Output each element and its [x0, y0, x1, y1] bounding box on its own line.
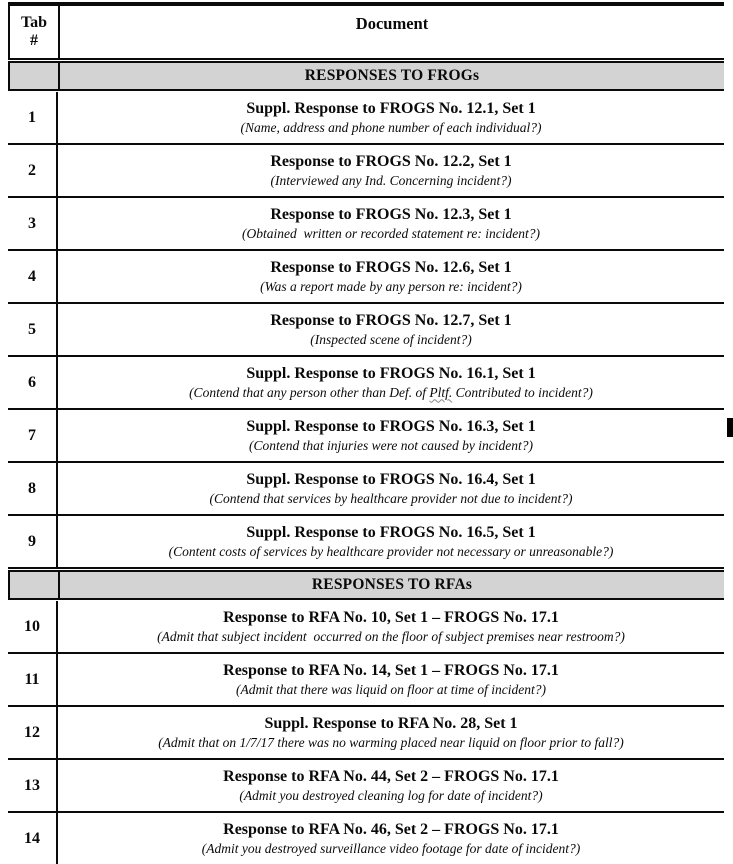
subtitle-text: Contributed to incident?) [452, 384, 593, 400]
table-row [8, 92, 724, 145]
table-row [8, 601, 724, 654]
document-title: Suppl. Response to FROGS No. 16.4, Set 1 [246, 470, 536, 488]
document-subtitle [202, 840, 581, 858]
document-subtitle [239, 787, 542, 805]
column-header-tab-line2: # [30, 32, 38, 49]
document-subtitle [249, 437, 533, 455]
document-cell [58, 463, 724, 514]
subtitle-text: (Content costs of services by healthcare provider not necessary or unreasonable?) [168, 543, 614, 559]
tab-number: 9 [8, 516, 58, 567]
section-header-title: RESPONSES TO FROGs [304, 67, 480, 84]
document-subtitle [169, 543, 614, 561]
document-title: Suppl. Response to FROGS No. 16.5, Set 1 [246, 523, 536, 541]
table-row [8, 760, 724, 813]
document-cell [58, 654, 724, 705]
table-row [8, 410, 724, 463]
table-row [8, 357, 724, 410]
table-row [8, 251, 724, 304]
document-title: Response to FROGS No. 12.6, Set 1 [270, 258, 512, 276]
document-cell [58, 813, 724, 864]
subtitle-text: (Admit that on 1/7/17 there was no warming placed near liquid on floor prior to fall?) [158, 734, 624, 750]
subtitle-text: (Was a report made by any person re: incident?) [260, 278, 522, 294]
tab-number: 5 [8, 304, 58, 355]
document-cell [58, 760, 724, 811]
document-subtitle [270, 172, 511, 190]
document-subtitle [310, 331, 472, 349]
document-title: Response to RFA No. 46, Set 2 – FROGS No. 17.1 [223, 820, 559, 838]
document-subtitle [189, 384, 593, 402]
table-row [8, 654, 724, 707]
subtitle-text: (Interviewed any Ind. Concerning incident?) [270, 172, 512, 188]
subtitle-text: (Name, address and phone number of each individual?) [240, 119, 542, 135]
tab-number: 10 [8, 601, 58, 652]
table-row [8, 198, 724, 251]
document-subtitle [241, 119, 542, 137]
section-header-title: RESPONSES TO RFAs [311, 576, 473, 593]
document-title: Response to FROGS No. 12.7, Set 1 [270, 311, 512, 329]
document-title: Response to FROGS No. 12.2, Set 1 [270, 152, 512, 170]
column-header-document-label: Document [355, 14, 429, 33]
tab-number: 7 [8, 410, 58, 461]
subtitle-text: (Contend that injuries were not caused by incident?) [248, 437, 534, 453]
tab-number: 12 [8, 707, 58, 758]
document-cell [58, 198, 724, 249]
section-header-row [8, 61, 724, 91]
subtitle-text: (Contend that any person other than Def. of [189, 384, 430, 400]
tab-number: 4 [8, 251, 58, 302]
tab-number: 6 [8, 357, 58, 408]
section-header-tab-cell [10, 572, 60, 598]
exhibit-index-table [8, 2, 724, 864]
document-title: Response to RFA No. 10, Set 1 – FROGS No. 17.1 [223, 608, 559, 626]
column-header-document [60, 6, 724, 58]
subtitle-text: (Admit that there was liquid on floor at time of incident?) [236, 681, 546, 697]
table-body [8, 61, 724, 864]
table-row [8, 463, 724, 516]
subtitle-text: (Admit you destroyed cleaning log for date of incident?) [239, 787, 543, 803]
document-cell [58, 251, 724, 302]
document-cell [58, 304, 724, 355]
section-header-row [8, 570, 724, 600]
document-title: Response to RFA No. 14, Set 1 – FROGS No. 17.1 [223, 661, 559, 679]
tab-number: 14 [8, 813, 58, 864]
document-cell [58, 601, 724, 652]
document-cell [58, 410, 724, 461]
document-cell [58, 92, 724, 143]
subtitle-text: (Admit you destroyed surveillance video footage for date of incident?) [201, 840, 581, 856]
document-cell [58, 516, 724, 567]
edge-artifact [727, 418, 733, 437]
misspelled-word: Pltf. [429, 384, 453, 400]
document-subtitle [157, 628, 625, 646]
section-header-tab-cell [10, 63, 60, 89]
document-cell [58, 357, 724, 408]
table-header-row [8, 6, 724, 60]
document-cell [58, 145, 724, 196]
table-row [8, 516, 724, 569]
tab-number: 13 [8, 760, 58, 811]
table-row [8, 145, 724, 198]
document-title: Suppl. Response to FROGS No. 16.1, Set 1 [246, 364, 536, 382]
document-cell [58, 707, 724, 758]
column-header-tab [10, 6, 60, 58]
document-title: Response to FROGS No. 12.3, Set 1 [270, 205, 512, 223]
table-row [8, 707, 724, 760]
subtitle-text: (Contend that services by healthcare provider not due to incident?) [209, 490, 573, 506]
subtitle-text: (Inspected scene of incident?) [310, 331, 472, 347]
document-title: Suppl. Response to FROGS No. 16.3, Set 1 [246, 417, 536, 435]
document-subtitle [236, 681, 546, 699]
tab-number: 8 [8, 463, 58, 514]
tab-number: 1 [8, 92, 58, 143]
subtitle-text: (Obtained written or recorded statement re: incident?) [241, 225, 541, 241]
column-header-tab-line1: Tab [20, 14, 48, 32]
table-row [8, 813, 724, 864]
document-title: Response to RFA No. 44, Set 2 – FROGS No. 17.1 [223, 767, 559, 785]
document-subtitle [242, 225, 540, 243]
table-row [8, 304, 724, 357]
document-subtitle [209, 490, 572, 508]
document-subtitle [158, 734, 624, 752]
document-title: Suppl. Response to FROGS No. 12.1, Set 1 [246, 99, 536, 117]
tab-number: 11 [8, 654, 58, 705]
tab-number: 2 [8, 145, 58, 196]
document-subtitle [260, 278, 522, 296]
document-title: Suppl. Response to RFA No. 28, Set 1 [264, 714, 518, 732]
subtitle-text: (Admit that subject incident occurred on the floor of subject premises near restroom?) [157, 628, 625, 644]
tab-number: 3 [8, 198, 58, 249]
